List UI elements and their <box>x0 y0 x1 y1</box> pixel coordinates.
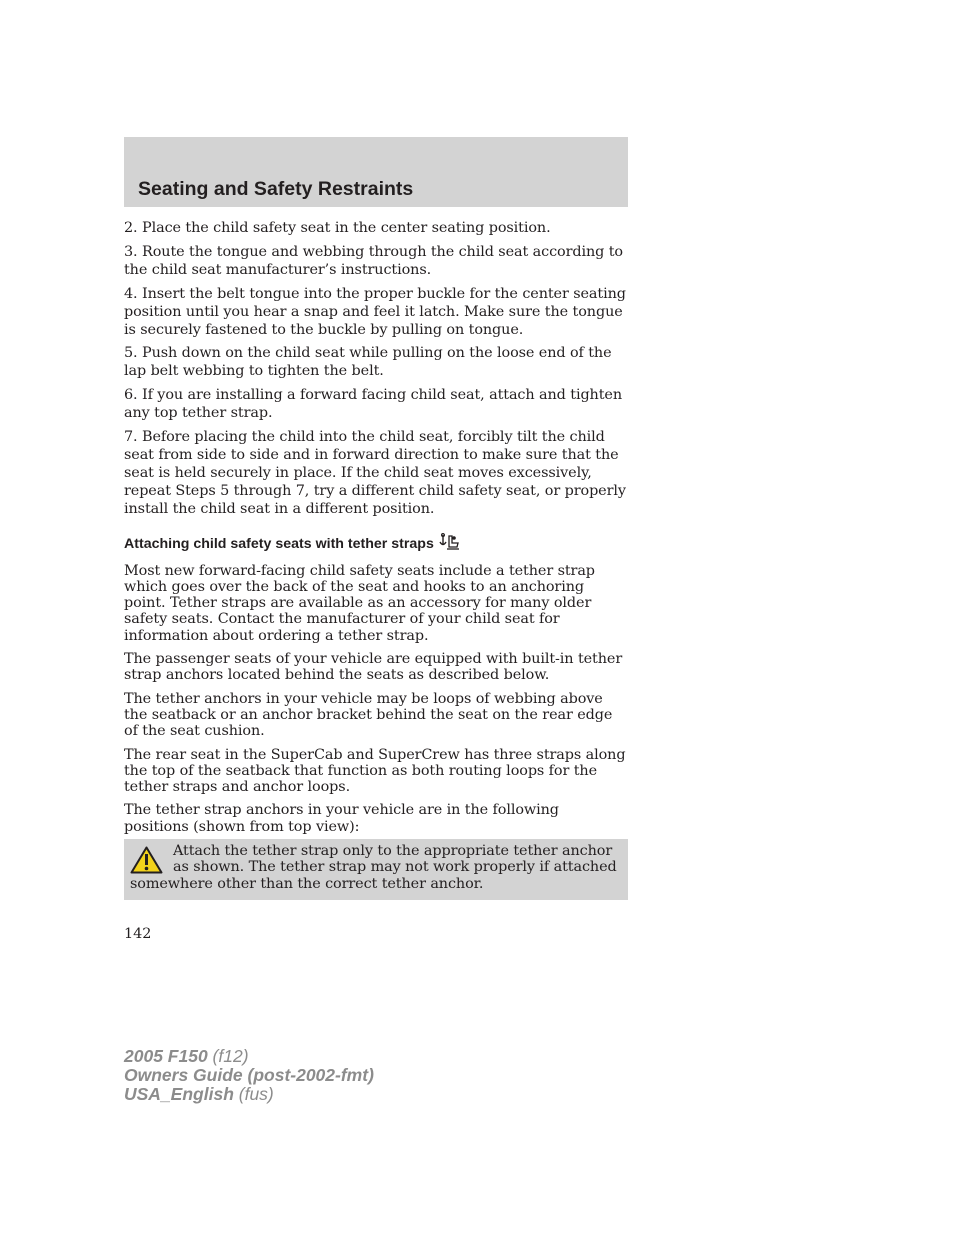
step-2: 2. Place the child safety seat in the center seating position. <box>124 220 551 236</box>
warning-text-block <box>130 843 618 892</box>
footer-line-guide <box>124 1066 374 1085</box>
footer-line-model <box>124 1047 374 1066</box>
step-6: 6. If you are installing a forward facing child seat, attach and tighten any top tether strap. <box>124 387 622 422</box>
footer-model: 2005 F150 <box>124 1046 208 1066</box>
tether-paragraph-2: The passenger seats of your vehicle are equipped with built-in tether strap anchors located behind the seats as described below. <box>124 651 623 684</box>
section-title: Seating and Safety Restraints <box>138 178 414 200</box>
warning-text: Attach the tether strap only to the appropriate tether anchor as shown. The tether strap may not work properly if attached somewhere other than the correct tether anchor. <box>130 843 617 892</box>
tether-paragraph-5: The tether strap anchors in your vehicle are in the following positions (shown from top view): <box>124 802 559 835</box>
tether-paragraph-4: The rear seat in the SuperCab and SuperCrew has three straps along the top of the seatback that function as both routing loops for the tether straps and anchor loops. <box>124 746 626 796</box>
warning-box <box>124 839 628 900</box>
child-seat-tether-icon <box>438 533 460 557</box>
page-number: 142 <box>124 926 152 942</box>
footer-model-code: (f12) <box>207 1046 249 1066</box>
footer-guide: Owners Guide (post-2002-fmt) <box>124 1065 374 1085</box>
footer-language-code: (fus) <box>233 1084 274 1104</box>
step-7: 7. Before placing the child into the child seat, forcibly tilt the child seat from side to side and in forward direction to make sure that the seat is held securely in place. If the child seat moves excessively, repeat Steps 5 through 7, try a different child safety seat, or properly install the child seat in a different position. <box>124 429 626 517</box>
section-header-band <box>124 137 628 207</box>
step-5: 5. Push down on the child seat while pulling on the loose end of the lap belt webbing to tighten the belt. <box>124 345 612 380</box>
tether-section-heading-text: Attaching child safety seats with tether straps <box>124 535 434 552</box>
step-4: 4. Insert the belt tongue into the proper buckle for the center seating position until you hear a snap and feel it latch. Make sure the tongue is securely fastened to the buckle by pulling on tongue. <box>124 285 626 338</box>
footer-line-language <box>124 1085 374 1104</box>
tether-paragraph-3: The tether anchors in your vehicle may be loops of webbing above the seatback or an anchor bracket behind the seat on the rear edge of the seat cushion. <box>124 690 613 740</box>
footer-language: USA_English <box>124 1084 234 1104</box>
main-content <box>124 220 628 842</box>
tether-section-heading <box>124 533 628 557</box>
step-3: 3. Route the tongue and webbing through the child seat according to the child seat manufacturer’s instructions. <box>124 243 623 278</box>
tether-paragraph-1: Most new forward-facing child safety seats include a tether strap which goes over the back of the seat and hooks to an anchoring point. Tether straps are available as an accessory for many older safety seats. Contact the manufacturer of your child seat for information about ordering a tether strap. <box>124 562 595 644</box>
document-footer <box>124 1047 374 1104</box>
